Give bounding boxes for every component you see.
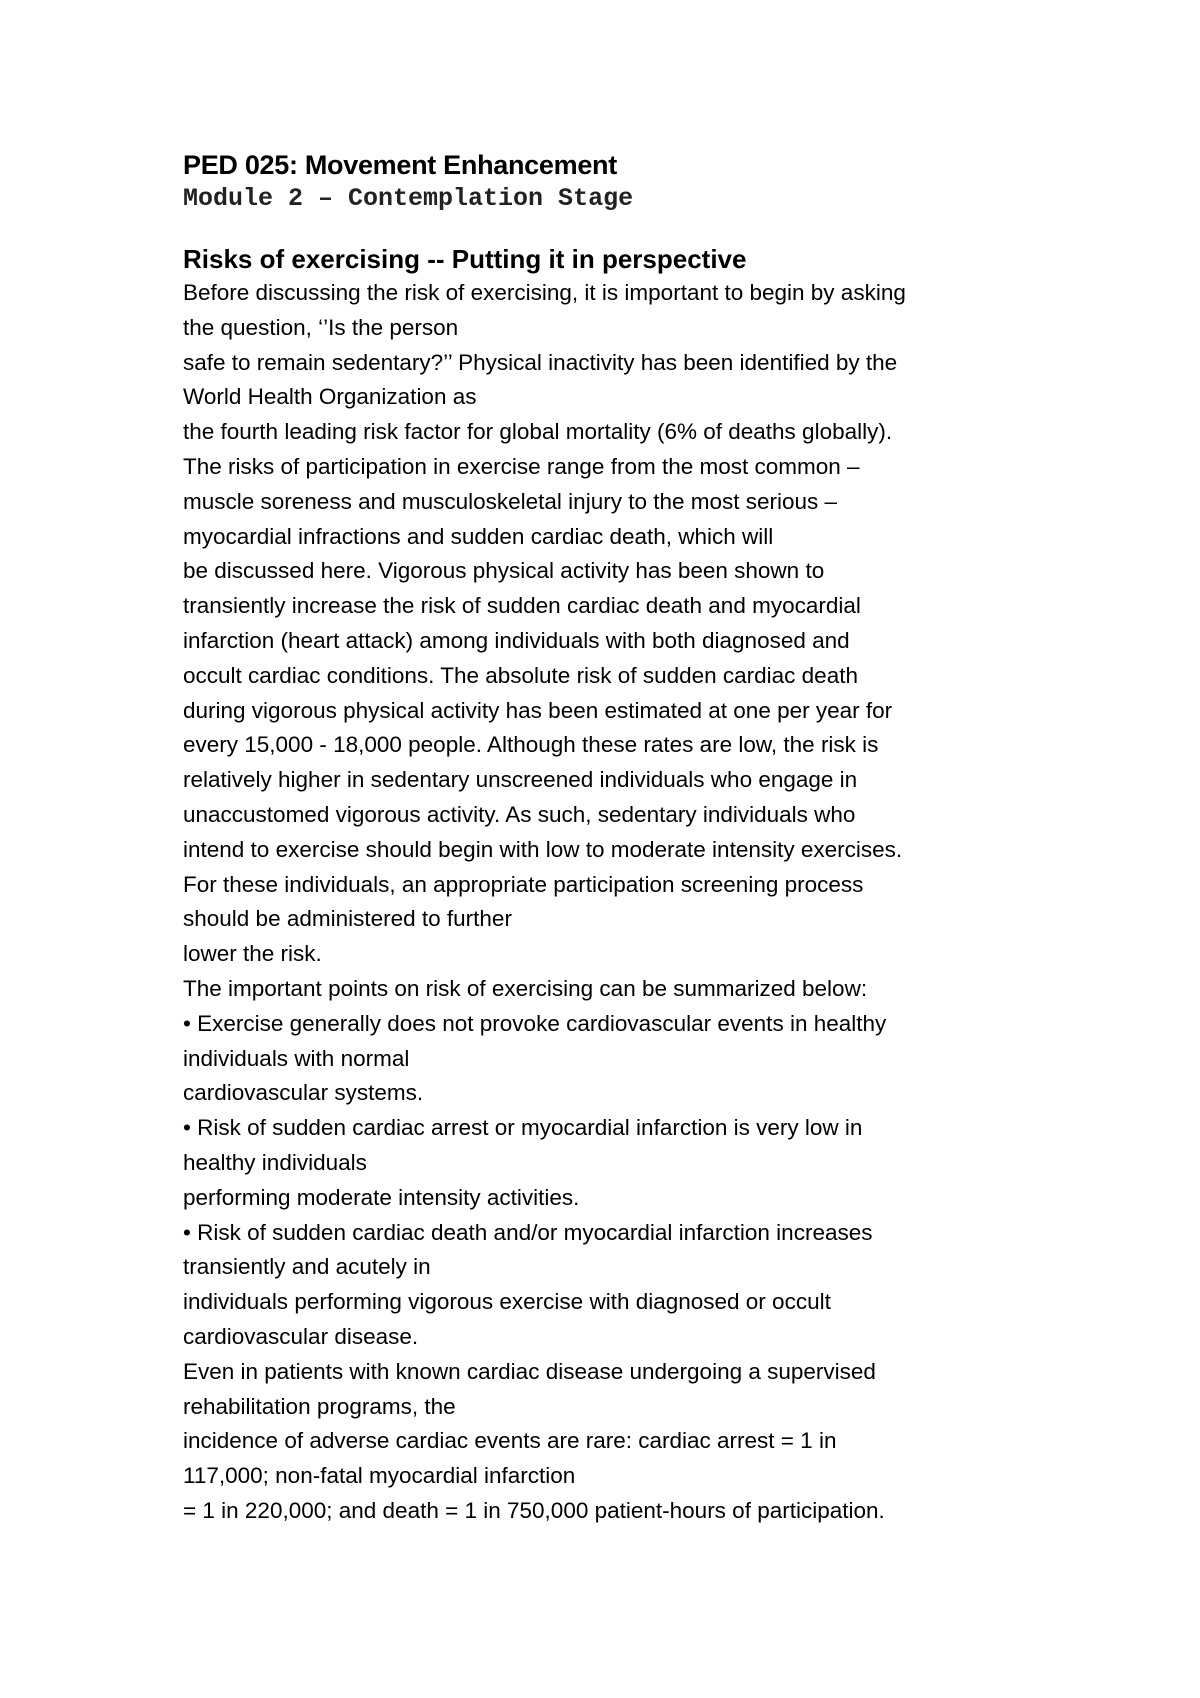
body-line: • Risk of sudden cardiac death and/or myocardial infarction increases <box>183 1219 873 1245</box>
body-line: relatively higher in sedentary unscreened individuals who engage in <box>183 767 858 793</box>
body-line: every 15,000 - 18,000 people. Although these rates are low, the risk is <box>183 732 879 758</box>
body-text <box>183 276 1083 1529</box>
body-line: 117,000; non-fatal myocardial infarction <box>183 1463 576 1489</box>
body-line: occult cardiac conditions. The absolute risk of sudden cardiac death <box>183 662 858 688</box>
body-line: = 1 in 220,000; and death = 1 in 750,000 patient-hours of participation. <box>183 1497 885 1523</box>
body-line: unaccustomed vigorous activity. As such, sedentary individuals who <box>183 801 856 827</box>
body-line: safe to remain sedentary?’’ Physical inactivity has been identified by the <box>183 349 898 375</box>
body-line: healthy individuals <box>183 1149 367 1175</box>
body-line: incidence of adverse cardiac events are rare: cardiac arrest = 1 in <box>183 1428 837 1454</box>
body-line: infarction (heart attack) among individuals with both diagnosed and <box>183 627 850 653</box>
module-title: Module 2 – Contemplation Stage <box>183 184 634 213</box>
body-line: individuals with normal <box>183 1045 410 1071</box>
body-line: intend to exercise should begin with low to moderate intensity exercises. <box>183 836 903 862</box>
body-line: muscle soreness and musculoskeletal injury to the most serious – <box>183 488 838 514</box>
body-line: • Risk of sudden cardiac arrest or myocardial infarction is very low in <box>183 1115 863 1141</box>
body-line: transiently and acutely in <box>183 1254 431 1280</box>
body-line: be discussed here. Vigorous physical activity has been shown to <box>183 558 825 584</box>
body-line: • Exercise generally does not provoke cardiovascular events in healthy <box>183 1010 887 1036</box>
body-line: World Health Organization as <box>183 384 477 410</box>
body-line: performing moderate intensity activities. <box>183 1184 580 1210</box>
document-page <box>183 148 1083 1529</box>
body-line: transiently increase the risk of sudden cardiac death and myocardial <box>183 593 861 619</box>
body-line: during vigorous physical activity has been estimated at one per year for <box>183 697 893 723</box>
body-line: For these individuals, an appropriate participation screening process <box>183 871 864 897</box>
body-line: cardiovascular disease. <box>183 1323 419 1349</box>
course-title: PED 025: Movement Enhancement <box>183 150 617 180</box>
body-line: individuals performing vigorous exercise with diagnosed or occult <box>183 1289 831 1315</box>
body-line: Before discussing the risk of exercising, it is important to begin by asking <box>183 280 906 305</box>
body-line: Even in patients with known cardiac disease undergoing a supervised <box>183 1358 876 1384</box>
body-line: rehabilitation programs, the <box>183 1393 456 1419</box>
body-line: myocardial infractions and sudden cardiac death, which will <box>183 523 774 549</box>
body-line: The risks of participation in exercise range from the most common – <box>183 453 860 479</box>
body-line: cardiovascular systems. <box>183 1080 424 1106</box>
body-line: the question, ‘’Is the person <box>183 314 459 340</box>
body-line: the fourth leading risk factor for global mortality (6% of deaths globally). <box>183 419 893 445</box>
body-line: should be administered to further <box>183 906 512 932</box>
body-line: The important points on risk of exercising can be summarized below: <box>183 975 868 1001</box>
section-heading: Risks of exercising -- Putting it in perspective <box>183 244 747 274</box>
body-line: lower the risk. <box>183 941 322 967</box>
